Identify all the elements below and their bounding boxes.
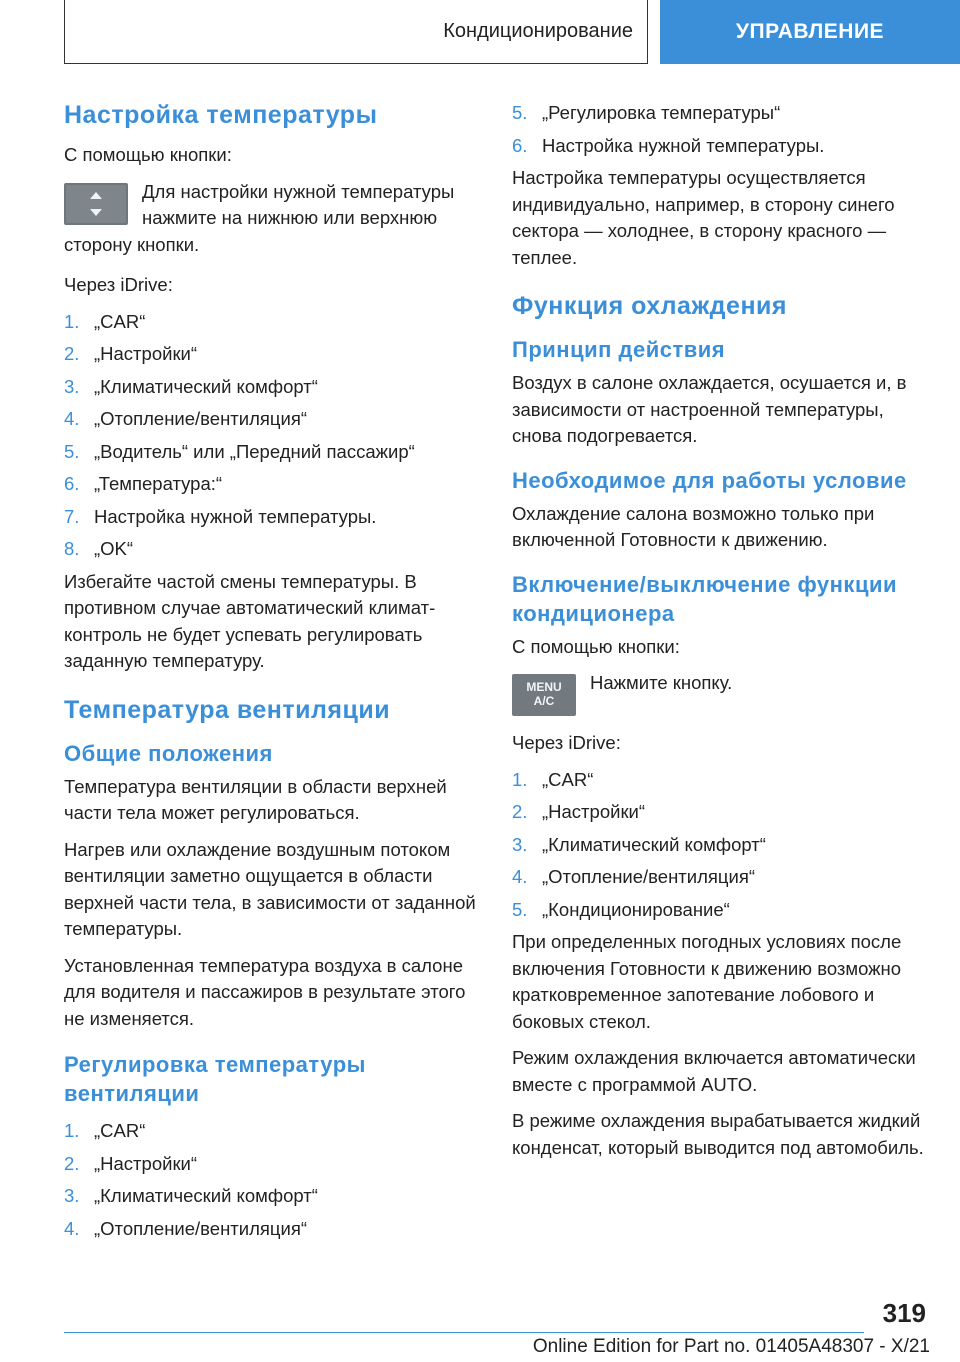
header-chapter-tab bbox=[660, 0, 960, 64]
ac-button-description: Нажмите кнопку. bbox=[590, 672, 733, 693]
list-item: 5. „Водитель“ или „Передний пассажир“ bbox=[64, 440, 415, 462]
list-item: 1. „CAR“ bbox=[512, 768, 594, 790]
steps-regulate-vent bbox=[64, 1118, 484, 1242]
left-column bbox=[64, 100, 484, 1248]
footer-edition: Online Edition for Part no. 01405A48307 - X/21 bbox=[532, 1336, 930, 1357]
page-number: 319 bbox=[882, 1298, 926, 1328]
heading-regulate-vent: Регулировка температуры вентиляции bbox=[64, 1052, 366, 1106]
text-condition: Охлаждение салона возможно только при включенной Готовности к движению. bbox=[512, 502, 875, 550]
list-item: 1. „CAR“ bbox=[64, 310, 146, 332]
heading-general: Общие положения bbox=[64, 740, 273, 766]
header-section-label: Кондиционирование bbox=[443, 20, 633, 42]
list-item: 3. „Климатический комфорт“ bbox=[64, 375, 318, 397]
text-avoid-changes: Избегайте частой смены температуры. В противном случае автоматический климат-контроль не будет успевать регулировать заданную температуру. bbox=[64, 570, 436, 671]
heading-condition: Необходимое для работы условие bbox=[512, 467, 907, 493]
heading-cooling-function: Функция охлаждения bbox=[512, 292, 788, 320]
header-section-title bbox=[64, 0, 648, 64]
text-principle: Воздух в салоне охлаждается, осушается и, в зависимости от настроенной температуры, снова подогревается. bbox=[512, 372, 907, 446]
list-item: 4. „Отопление/вентиляция“ bbox=[64, 1217, 308, 1239]
steps-ac bbox=[512, 767, 932, 924]
list-item: 2. „Настройки“ bbox=[64, 1152, 198, 1174]
text-general-3: Установленная температура воздуха в салоне для водителя и пассажиров в результате этого не изменяется. bbox=[64, 954, 466, 1029]
text-fogging: При определенных погодных условиях после включения Готовности к движению возможно кратковременное запотевание лобового и боковых стекол. bbox=[512, 931, 902, 1032]
menu-ac-button-icon bbox=[512, 674, 576, 716]
heading-ac-onoff: Включение/выключение функции кондиционера bbox=[512, 571, 898, 626]
footer-divider bbox=[64, 1332, 864, 1333]
list-item: 8. „OK“ bbox=[64, 538, 134, 559]
text-condensate: В режиме охлаждения вырабатывается жидкий конденсат, который выводится под автомобиль. bbox=[512, 1110, 924, 1158]
list-item: 5. „Регулировка температуры“ bbox=[512, 102, 781, 123]
text-via-idrive: Через iDrive: bbox=[512, 732, 621, 753]
text-auto: Режим охлаждения включается автоматически вместе с программой AUTO. bbox=[512, 1047, 916, 1095]
list-item: 6. Настройка нужной температуры. bbox=[512, 134, 825, 156]
text-general-2: Нагрев или охлаждение воздушным потоком вентиляции заметно ощущается в области верхней части тела, в зависимости от заданной температуры. bbox=[64, 838, 476, 939]
text-via-idrive: Через iDrive: bbox=[64, 274, 173, 295]
list-item: 4. „Отопление/вентиляция“ bbox=[64, 408, 308, 429]
right-column bbox=[512, 100, 932, 1171]
temperature-button-icon bbox=[64, 183, 128, 225]
text-individual-setting: Настройка температуры осуществляется индивидуально, например, в сторону синего сектора — холоднее, в сторону красного — теплее. bbox=[512, 167, 895, 268]
header-chapter-label: УПРАВЛЕНИЕ bbox=[735, 20, 885, 43]
text-with-button: С помощью кнопки: bbox=[64, 144, 232, 165]
list-item: 7. Настройка нужной температуры. bbox=[64, 505, 377, 527]
steps-regulate-vent-continued bbox=[512, 100, 932, 159]
list-item: 1. „CAR“ bbox=[64, 1120, 146, 1141]
list-item: 4. „Отопление/вентиляция“ bbox=[512, 866, 756, 887]
list-item: 3. „Климатический комфорт“ bbox=[512, 833, 766, 855]
list-item: 3. „Климатический комфорт“ bbox=[64, 1185, 318, 1206]
ac-button-label-bottom: A/C bbox=[533, 694, 555, 708]
heading-principle: Принцип действия bbox=[512, 337, 726, 362]
text-with-button: С помощью кнопки: bbox=[512, 635, 680, 657]
list-item: 2. „Настройки“ bbox=[512, 801, 646, 822]
text-general-1: Температура вентиляции в области верхней части тела может регулироваться. bbox=[64, 775, 447, 823]
list-item: 5. „Кондиционирование“ bbox=[512, 898, 730, 920]
steps-set-temperature bbox=[64, 309, 484, 563]
list-item: 6. „Температура:“ bbox=[64, 473, 223, 494]
temp-button-description: Для настройки нужной температуры нажмите на нижнюю или верхнюю сторону кнопки. bbox=[64, 180, 455, 255]
heading-set-temperature: Настройка температуры bbox=[64, 101, 378, 129]
ac-button-label-top: MENU bbox=[526, 680, 562, 694]
ac-button-row bbox=[512, 670, 932, 720]
heading-vent-temperature: Температура вентиляции bbox=[64, 695, 391, 724]
temp-button-row bbox=[64, 179, 484, 259]
list-item: 2. „Настройки“ bbox=[64, 343, 198, 364]
